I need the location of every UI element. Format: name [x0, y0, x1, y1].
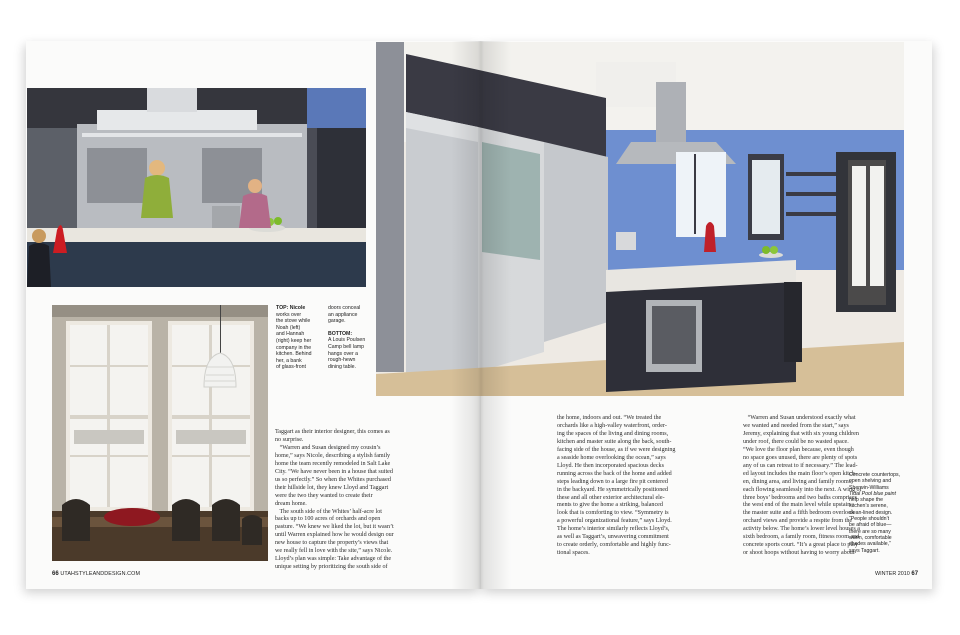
caption-top-line: of glass-front	[276, 364, 306, 371]
caption-top-continued	[328, 305, 376, 370]
caption-right-line: “People shouldn’t	[849, 516, 890, 523]
body-line: concrete sports court. “It’s a great place to play	[743, 542, 858, 549]
body-line: orchards like a high-valley waterfront, order-	[557, 422, 667, 429]
caption-top-line: doors conceal	[328, 305, 361, 311]
kitchen-main-image	[376, 42, 904, 396]
caption-right-line: says Taggart.	[849, 547, 880, 554]
caption-right-line: there are so many	[849, 528, 891, 535]
body-line: the home, indoors and out. “We treated the	[557, 415, 662, 421]
body-line: steps leading down to a large fire pit centered	[557, 478, 668, 485]
dining-window-image	[52, 305, 268, 561]
page-number-right: 67	[911, 571, 919, 577]
body-line: a seaside home overlooking the ocean,” says	[557, 454, 666, 461]
body-line: ing the spaces of the living and dining rooms,	[557, 430, 669, 437]
issue-date: WINTER 2010	[875, 571, 910, 577]
folio-left	[52, 571, 140, 577]
body-line: facing side of the house, as if we were designing	[557, 446, 676, 453]
body-line: these and all other exterior architectural ele-	[557, 494, 665, 501]
photo-dining-window	[52, 305, 268, 561]
magazine-site: UTAHSTYLEANDDESIGN.COM	[60, 571, 141, 577]
caption-right-line: Concrete countertops,	[849, 472, 901, 478]
caption-bottom-line: BOTTOM:	[328, 330, 353, 337]
family-kitchen-image	[27, 88, 366, 287]
caption-right-line: clean-lined design.	[849, 509, 893, 516]
body-line: running across the back of the home and added	[557, 470, 672, 477]
body-line: activity below. The home’s lower level houses a	[743, 526, 860, 533]
body-line: to create orderly, comfortable and highly func-	[557, 542, 671, 549]
caption-right-line: shades available,”	[849, 541, 891, 548]
magazine-spread	[26, 41, 932, 589]
caption-right-line: help shape the	[849, 497, 884, 504]
folio-right	[875, 571, 918, 577]
body-line: home,” says Nicole, describing a stylish family	[275, 452, 391, 459]
body-line: Lloyd’s plan was simple: Take advantage of the	[275, 556, 392, 563]
caption-top-line: TOP: Nicole	[276, 305, 306, 311]
body-line: us so perfectly.” So when the Whites purchased	[275, 476, 391, 483]
body-line: The south side of the Whites’ half-acre lot	[275, 508, 382, 515]
caption-top-line: (right) keep her	[276, 337, 312, 344]
body-line: sixth bedroom, a family room, fitness room and	[743, 534, 860, 541]
body-line: pasture. “We knew we liked the lot, but it wasn’t	[275, 524, 394, 531]
caption-bottom-line: Camp bell lamp	[328, 343, 365, 350]
body-line: no surprise.	[275, 436, 304, 443]
body-line: unique setting by prioritizing the south side of	[275, 564, 388, 571]
caption-top-line: and Hannah	[276, 331, 305, 338]
body-line: home the team recently remodeled in Salt Lake	[275, 460, 391, 467]
page-number-left: 66	[52, 571, 59, 577]
caption-top-line: the stove while	[276, 318, 311, 325]
caption-right-line: be afraid of blue—	[849, 522, 892, 529]
caption-top-line: Noah (left)	[276, 324, 301, 331]
caption-bottom-line: A Louis Poulsen	[328, 337, 366, 344]
body-line: “Warren and Susan understood exactly what	[743, 415, 856, 421]
body-line: or shoot hoops without having to worry about	[743, 550, 855, 557]
photo-family-kitchen	[27, 88, 366, 287]
body-line: backs up to 100 acres of orchards and open	[275, 516, 381, 523]
body-line: new house to capture the property’s views that	[275, 540, 389, 547]
body-line: the west end of the main level while upstairs,	[743, 502, 854, 509]
caption-bottom-line: dining table.	[328, 363, 356, 370]
body-line: we really fell in love with the site,” says Nicole.	[275, 548, 393, 555]
body-line: kitchen and master suite along the back, south-	[557, 438, 672, 445]
caption-right-line: open shelving and	[849, 478, 892, 485]
body-line: ed layout includes the main floor’s open kitch-	[743, 470, 857, 477]
caption-bottom-line: rough-hewn	[328, 357, 356, 364]
body-line: City. “We have never been in a house that suited	[275, 468, 393, 475]
body-line: no space goes unused, there are plenty of spots	[743, 454, 858, 461]
body-line: under roof, there could be no wasted space.	[743, 438, 849, 445]
body-line: Lloyd. He then incorporated spacious decks	[557, 462, 664, 469]
body-line: until Warren explained how he would design our	[275, 532, 394, 539]
caption-top	[276, 305, 326, 371]
caption-top-line: works over	[276, 311, 302, 318]
caption-right-line: Tidal Pool blue paint	[849, 490, 896, 497]
caption-top-line: her, a bank	[276, 357, 302, 364]
body-line: were the two they wanted to create their	[275, 492, 373, 499]
photo-kitchen-main	[376, 42, 904, 396]
caption-top-line: kitchen. Behind	[276, 351, 312, 358]
body-line: “We love the floor plan because, even though	[743, 446, 854, 453]
body-line: “Warren and Susan designed my cousin’s	[275, 444, 381, 451]
body-line: Taggart as their interior designer, this comes as	[275, 429, 390, 435]
body-line: each flowing seamlessly into the next. A wing of	[743, 486, 862, 493]
caption-top-line: an appliance	[328, 311, 358, 318]
body-line: three boys’ bedrooms and two baths comprises	[743, 494, 857, 501]
body-line: ments to give the home a striking, balanced	[557, 502, 663, 509]
body-line: in the backyard. He symmetrically positioned	[557, 486, 669, 493]
body-line: look that is comforting to view. “Symmetry is	[557, 510, 669, 517]
body-line: as well as Taggart’s, unwavering commitment	[557, 534, 669, 541]
body-line: orchard views and provide a respite from the	[743, 518, 853, 525]
body-line: their hillside lot, they knew Lloyd and Taggart	[275, 484, 389, 491]
body-line: Jeremy, explaining that with six young children	[743, 430, 859, 437]
body-line: dream home.	[275, 500, 307, 507]
caption-top-line: company in the	[276, 344, 312, 351]
body-line: The home’s interior similarly reflects Lloyd’s,	[557, 526, 670, 533]
body-line: en, dining area, and living and family rooms,	[743, 478, 853, 485]
body-column-left	[275, 429, 455, 572]
body-line: the master suite and a fifth bedroom overlook	[743, 510, 855, 517]
caption-right-line: warm, comfortable	[849, 534, 892, 541]
caption-right-line: Sherwin-Williams	[849, 484, 889, 491]
body-line: a powerful organizational feature,” says Lloyd.	[557, 518, 672, 525]
caption-right-line: kitchen’s serene,	[849, 503, 888, 510]
body-column-right-1	[557, 415, 737, 558]
caption-top-line: garage.	[328, 318, 346, 325]
caption-bottom-line: hangs over a	[328, 350, 358, 357]
body-line: we wanted and needed from the start,” says	[743, 422, 849, 429]
body-line: any of us can retreat to if necessary.” The lead-	[743, 462, 858, 469]
body-line: tional spaces.	[557, 550, 590, 557]
body-column-right-2	[743, 415, 923, 558]
